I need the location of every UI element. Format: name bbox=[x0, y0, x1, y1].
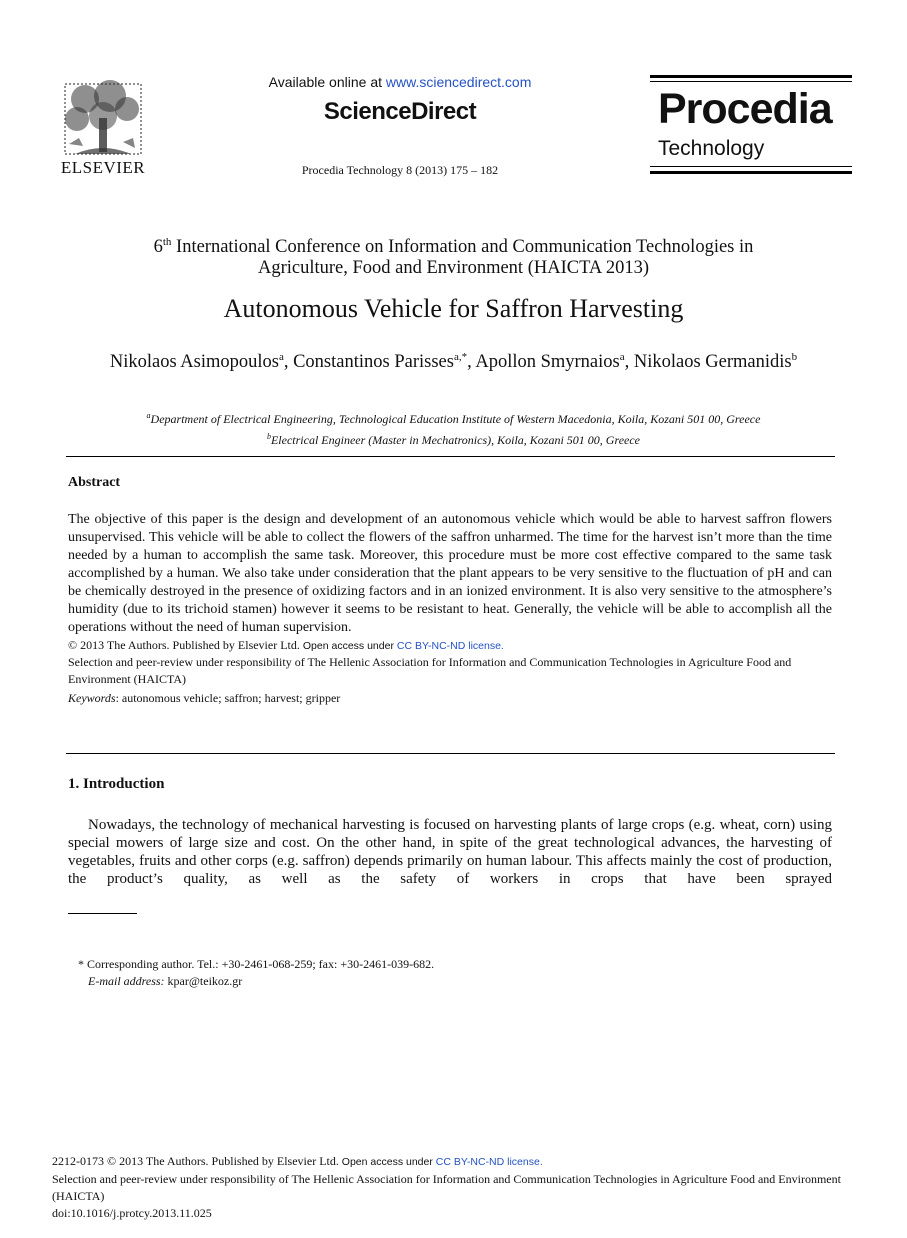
footer-open-access-prefix: Open access under bbox=[338, 1156, 436, 1168]
corresponding-text: Corresponding author. Tel.: +30-2461-068-259; fax: +30-2461-039-682. bbox=[87, 957, 435, 971]
abstract-heading: Abstract bbox=[68, 475, 121, 490]
page-footer bbox=[52, 1153, 852, 1222]
paper-title: Autonomous Vehicle for Saffron Harvesting bbox=[223, 294, 684, 323]
affiliation-text: Electrical Engineer (Master in Mechatronics), Koila, Kozani 501 00, Greece bbox=[270, 433, 641, 447]
author-separator: , bbox=[624, 352, 634, 373]
sciencedirect-link[interactable]: www.sciencedirect.com bbox=[385, 74, 532, 90]
section-heading: 1. Introduction bbox=[68, 776, 165, 792]
logo-rule-top-thin bbox=[650, 81, 852, 82]
conference-line-1: International Conference on Information and Communication Technologies in bbox=[171, 237, 754, 258]
footnote-star: * bbox=[78, 957, 87, 971]
corresponding-author-note bbox=[78, 956, 778, 973]
email-note bbox=[78, 973, 778, 990]
peer-review-statement: Selection and peer-review under responsibility of The Hellenic Association for Information and Communication Technologies in Agriculture Food and Environment (HAICTA) bbox=[68, 655, 792, 686]
author-list bbox=[80, 346, 827, 373]
logo-rule-bottom-thin bbox=[650, 166, 852, 167]
author-separator: , bbox=[283, 352, 294, 373]
affiliation-text: Department of Electrical Engineering, Technological Education Institute of Western Macedonia, Koila, Kozani 501 00, Greece bbox=[150, 412, 761, 426]
publisher-name: ELSEVIER bbox=[60, 158, 146, 177]
journal-citation: Procedia Technology 8 (2013) 175 – 182 bbox=[301, 163, 499, 177]
doi: doi:10.1016/j.protcy.2013.11.025 bbox=[52, 1206, 212, 1220]
affiliation-mark: b bbox=[266, 432, 271, 441]
conference-line-2: Agriculture, Food and Environment (HAICTA 2013) bbox=[257, 258, 650, 279]
footnote-rule bbox=[68, 913, 137, 914]
author-name: Nikolaos Asimopoulos bbox=[109, 352, 279, 373]
affiliation-mark: a bbox=[146, 411, 151, 420]
corresponding-star: * bbox=[461, 351, 468, 363]
abstract-body: The objective of this paper is the design and development of an autonomous vehicle which would be able to harvest saffron flowers unsupervised. This vehicle will be able to collect the flowers of the saffron unharmed. The time for the harvest isn’t more than the time needed by a human to accomplish the same task. Moreover, this procedure must be more cost effective compared to the same task accomplished by a human. We also take under consideration that the plant appears to be very sensitive to the fluctuation of pH and can be chemically destroyed in the presence of oxidizing factors and in an ionized environment. It is also very sensitive to the atmosphere’s humidity (due to its trichoid stamen) however it seems to be resistant to heat. Generally, the vehicle will be able to accomplish all the operations without the need of human supervision. bbox=[68, 512, 832, 635]
available-online-prefix: Available online at bbox=[268, 74, 386, 90]
email-address: kpar@teikoz.gr bbox=[164, 974, 243, 988]
affiliation-a bbox=[60, 407, 847, 428]
author-affil-mark: a bbox=[278, 351, 284, 363]
footer-license-link[interactable]: CC BY-NC-ND license. bbox=[435, 1156, 543, 1168]
author-affil-mark: b bbox=[791, 351, 798, 363]
abstract-copyright bbox=[68, 637, 832, 655]
conference-number: 6 bbox=[153, 237, 163, 258]
footnote bbox=[78, 956, 778, 990]
logo-rule-top bbox=[650, 75, 852, 78]
email-label: E-mail address: bbox=[88, 974, 165, 988]
author-name: Constantinos Parisses bbox=[293, 352, 454, 373]
author-name: Apollon Smyrnaios bbox=[475, 352, 620, 373]
author-affil-mark: a bbox=[619, 351, 625, 363]
author-name: Nikolaos Germanidis bbox=[633, 352, 792, 373]
keywords bbox=[68, 690, 832, 707]
conference-name bbox=[60, 232, 847, 279]
keywords-list: : autonomous vehicle; saffron; harvest; gripper bbox=[115, 691, 341, 705]
abstract-top-rule bbox=[66, 456, 835, 457]
open-access-prefix: Open access under bbox=[302, 640, 397, 652]
affiliations bbox=[60, 407, 847, 449]
author-separator: , bbox=[467, 352, 476, 373]
abstract-bottom-rule bbox=[66, 753, 835, 754]
license-link[interactable]: CC BY-NC-ND license. bbox=[396, 640, 504, 652]
issn-copyright: 2212-0173 © 2013 The Authors. Published by Elsevier Ltd. bbox=[52, 1154, 339, 1168]
keywords-label: Keywords bbox=[68, 691, 116, 705]
footer-peer-review: Selection and peer-review under responsibility of The Hellenic Association for Information and Communication Technologies in Agriculture Food and Environment (HAICTA) bbox=[52, 1172, 841, 1203]
logo-rule-bottom bbox=[650, 171, 852, 174]
conference-ordinal: th bbox=[162, 236, 172, 248]
affiliation-b bbox=[60, 428, 847, 449]
journal-logo-main: Procedia bbox=[658, 85, 832, 133]
sciencedirect-logo: ScienceDirect bbox=[323, 98, 477, 125]
available-online bbox=[230, 74, 570, 90]
author-affil-letters: a, bbox=[453, 351, 462, 363]
author-affil-mark bbox=[454, 351, 467, 363]
journal-logo-sub: Technology bbox=[658, 137, 765, 160]
footer-copyright bbox=[52, 1153, 852, 1171]
introduction-body: Nowadays, the technology of mechanical harvesting is focused on harvesting plants of large crops (e.g. wheat, corn) using special mowers of large size and cost. On the other hand, in spite of the great technological advances, the harvesting of vegetables, fruits and other corps (e.g. saffron) depends primarily on human labour. This affects mainly the cost of production, the product’s quality, as well as the safety of workers in crops that have been sprayed bbox=[68, 817, 832, 887]
copyright-text: © 2013 The Authors. Published by Elsevier Ltd. bbox=[68, 638, 300, 652]
